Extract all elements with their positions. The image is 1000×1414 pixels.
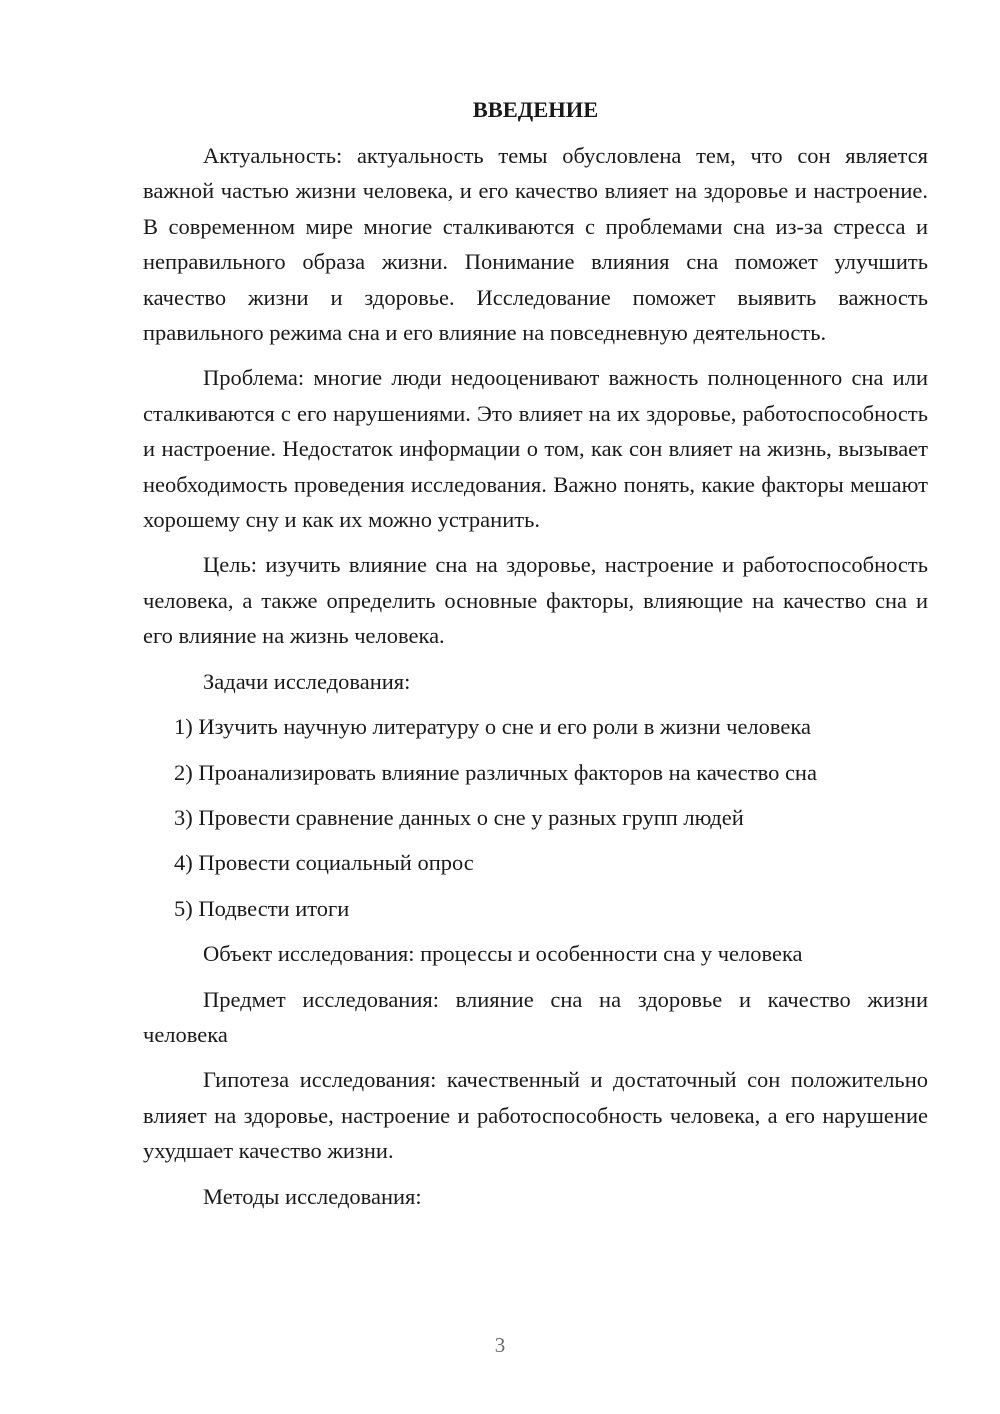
problem-paragraph: Проблема: многие люди недооценивают важность полноценного сна или сталкиваются с его нарушениями. Это влияет на их здоровье, работоспособность и настроение. Недостаток информации о том, как сон влияет на жизнь, вызывает необходимость проведения исследования. Важно понять, какие факторы мешают хорошему сну и как их можно устранить. bbox=[143, 365, 928, 533]
relevance-paragraph: Актуальность: актуальность темы обусловлена тем, что сон является важной частью жизни человека, и его качество влияет на здоровье и настроение. В современном мире многие сталкиваются с проблемами сна из-за стресса и неправильного образа жизни. Понимание влияния сна поможет улучшить качество жизни и здоровье. Исследование поможет выявить важность правильного режима сна и его влияние на повседневную деятельность. bbox=[143, 143, 928, 346]
list-item: 2) Проанализировать влияние различных факторов на качество сна bbox=[174, 759, 817, 785]
page-title: ВВЕДЕНИЕ bbox=[472, 97, 599, 122]
goal-paragraph: Цель: изучить влияние сна на здоровье, настроение и работоспособность человека, а также определить основные факторы, влияющие на качество сна и его влияние на жизнь человека. bbox=[143, 552, 928, 649]
tasks-list bbox=[143, 709, 928, 926]
page-content bbox=[143, 92, 928, 1224]
hypothesis-paragraph: Гипотеза исследования: качественный и достаточный сон положительно влияет на здоровье, настроение и работоспособность человека, а его нарушение ухудшает качество жизни. bbox=[143, 1067, 928, 1164]
list-item: 3) Провести сравнение данных о сне у разных групп людей bbox=[174, 804, 744, 830]
tasks-heading: Задачи исследования: bbox=[203, 668, 411, 694]
list-item: 1) Изучить научную литературу о сне и его роли в жизни человека bbox=[174, 714, 811, 740]
subject-paragraph: Предмет исследования: влияние сна на здоровье и качество жизни человека bbox=[143, 986, 928, 1047]
list-item: 4) Провести социальный опрос bbox=[174, 850, 474, 876]
methods-heading: Методы исследования: bbox=[203, 1183, 422, 1209]
object-paragraph: Объект исследования: процессы и особенности сна у человека bbox=[203, 941, 803, 967]
page-number: 3 bbox=[494, 1333, 506, 1357]
list-item: 5) Подвести итоги bbox=[174, 895, 350, 921]
